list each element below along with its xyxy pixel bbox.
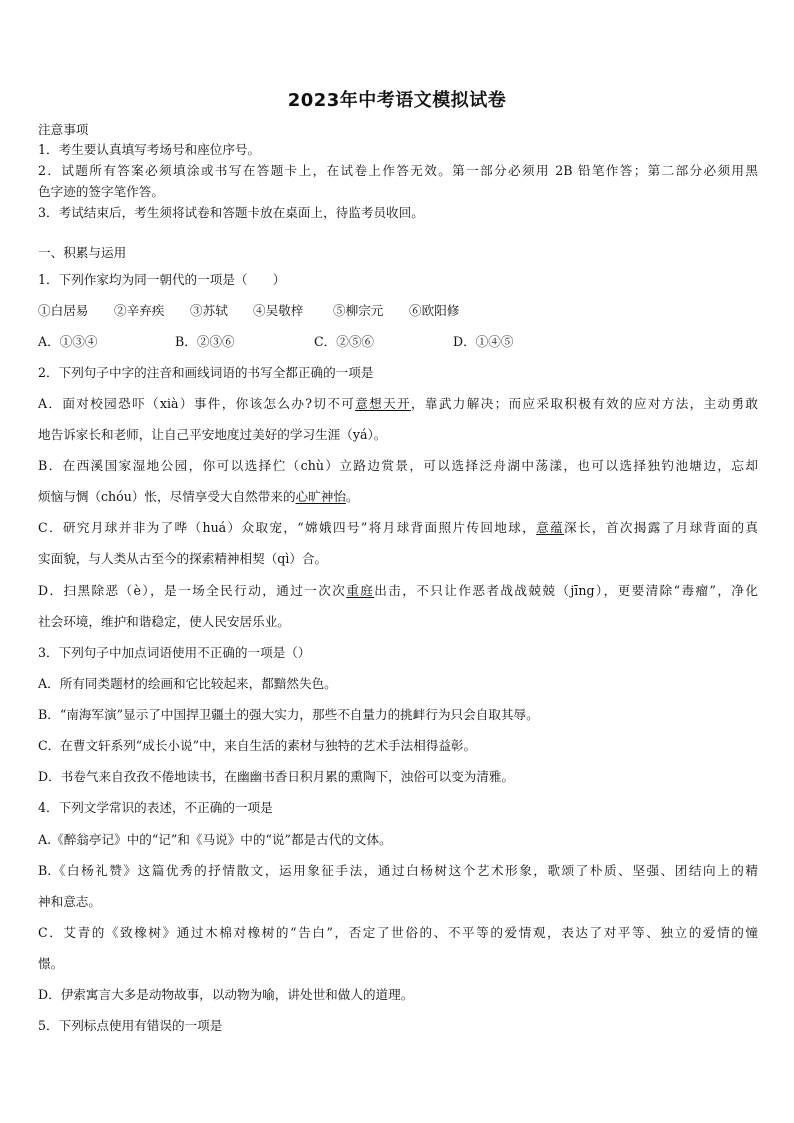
q1-author: ④吴敬梓 — [253, 303, 304, 318]
q3-option-c: C．在曹文轩系列“成长小说”中，来自生活的素材与独特的艺术手法相得益彰。 — [38, 738, 477, 753]
q3-option-d: D．书卷气来自孜孜不倦地读书，在幽幽书香日积月累的熏陶下，浊俗可以变为清雅。 — [38, 769, 515, 784]
page-title: 2023年中考语文模拟试卷 — [287, 90, 507, 111]
q4-option-b-line1: B.《白杨礼赞》这篇优秀的抒情散文，运用象征手法，通过白杨树这个艺术形象，歌颂了朴质、坚强、团结向上的精 — [38, 863, 758, 878]
q1-option-b: B．②③⑥ — [175, 334, 235, 349]
underlined-word: 重庭 — [346, 583, 375, 598]
q1-author: ②辛弃疾 — [114, 303, 165, 318]
text: 烦恼与惆（chóu）怅，尽情享受大自然带来的 — [38, 489, 296, 504]
q1-options — [38, 332, 758, 352]
q1-author: ⑥欧阳修 — [409, 303, 460, 318]
text: D．扫黑除恶（è），是一场全民行动，通过一次次 — [38, 583, 347, 598]
q4-option-c-line2: 憬。 — [38, 956, 64, 971]
q3-option-b: B．“南海军演”显示了中国捍卫疆土的强大实力，那些不自量力的挑衅行为只会自取其辱。 — [38, 707, 539, 722]
notice-item-1: 1．考生要认真填写考场号和座位序号。 — [38, 142, 261, 157]
notice-heading: 注意事项 — [38, 122, 89, 137]
q2-option-d-line1 — [38, 581, 758, 601]
q3-stem: 3．下列句子中加点词语使用不正确的一项是（） — [38, 645, 311, 660]
q1-authors — [38, 301, 758, 321]
q2-option-b-line1: B．在西溪国家湿地公园，你可以选择伫（chù）立路边赏景，可以选择泛舟湖中荡漾，也可以选择独钓池塘边，忘却 — [38, 458, 758, 473]
q1-author: ①白居易 — [38, 303, 89, 318]
notice-item-3: 3．考试结束后，考生须将试卷和答题卡放在桌面上，待监考员收回。 — [38, 205, 424, 220]
text: C．研究月球并非为了哗（huá）众取宠，“嫦娥四号”将月球背面照片传回地球， — [38, 520, 537, 535]
text: 深长，首次揭露了月球背面的真 — [564, 520, 758, 535]
q1-author: ⑤柳宗元 — [333, 303, 384, 318]
q1-option-a: A．①③④ — [38, 334, 98, 349]
q3-option-a: A．所有同类题材的绘画和它比较起来，都黯然失色。 — [38, 676, 337, 691]
text: 出击，不只让作恶者战战兢兢（jīng），更要清除“毒瘤”，净化 — [374, 583, 758, 598]
text: A．面对校园恐吓（xià）事件，你该怎么办?切不可 — [38, 396, 356, 411]
q2-stem: 2．下列句子中字的注音和画线词语的书写全都正确的一项是 — [38, 365, 374, 380]
q5-stem: 5．下列标点使用有错误的一项是 — [38, 1018, 223, 1033]
underlined-word: 心旷神怡 — [295, 489, 346, 504]
q4-option-d: D．伊索寓言大多是动物故事，以动物为喻，讲处世和做人的道理。 — [38, 987, 414, 1002]
section-heading: 一、积累与运用 — [38, 245, 127, 260]
q1-author: ③苏轼 — [190, 303, 228, 318]
q4-option-b-line2: 神和意志。 — [38, 894, 101, 909]
q2-option-c-line1 — [38, 518, 758, 538]
q4-stem: 4．下列文学常识的表述，不正确的一项是 — [38, 800, 273, 815]
notice-item-2-line1: 2．试题所有答案必须填涂或书写在答题卡上，在试卷上作答无效。第一部分必须用 2B 铅笔作答；第二部分必须用黑 — [38, 163, 758, 178]
q1-option-d: D．①④⑤ — [453, 334, 514, 349]
q1-option-c: C．②⑤⑥ — [314, 334, 375, 349]
notice-item-2-line2: 色字迹的签字笔作答。 — [38, 184, 164, 199]
text: 。 — [345, 489, 359, 504]
underlined-word: 意想天开 — [355, 396, 411, 411]
q2-option-d-line2: 社会环境，维护和谐稳定，使人民安居乐业。 — [38, 614, 290, 629]
q2-option-a-line1 — [38, 394, 758, 414]
q4-option-c-line1: C．艾青的《致橡树》通过木棉对橡树的“告白”，否定了世俗的、不平等的爱情观，表达了对平等、独立的爱情的憧 — [38, 925, 758, 940]
underlined-word: 意蕴 — [536, 520, 565, 535]
q2-option-b-line2 — [38, 487, 758, 507]
q2-option-c-line2: 实面貌，与人类从古至今的探索精神相契（qì）合。 — [38, 551, 328, 566]
text: ，靠武力解决；而应采取积极有效的应对方法，主动勇敢 — [410, 396, 759, 411]
q1-stem: 1．下列作家均为同一朝代的一项是（ ） — [38, 272, 286, 287]
q2-option-a-line2: 地告诉家长和老师，让自己平安地度过美好的学习生涯（yá）。 — [38, 427, 387, 442]
q4-option-a: A.《醉翁亭记》中的“记”和《马说》中的“说”都是古代的文体。 — [38, 832, 392, 847]
